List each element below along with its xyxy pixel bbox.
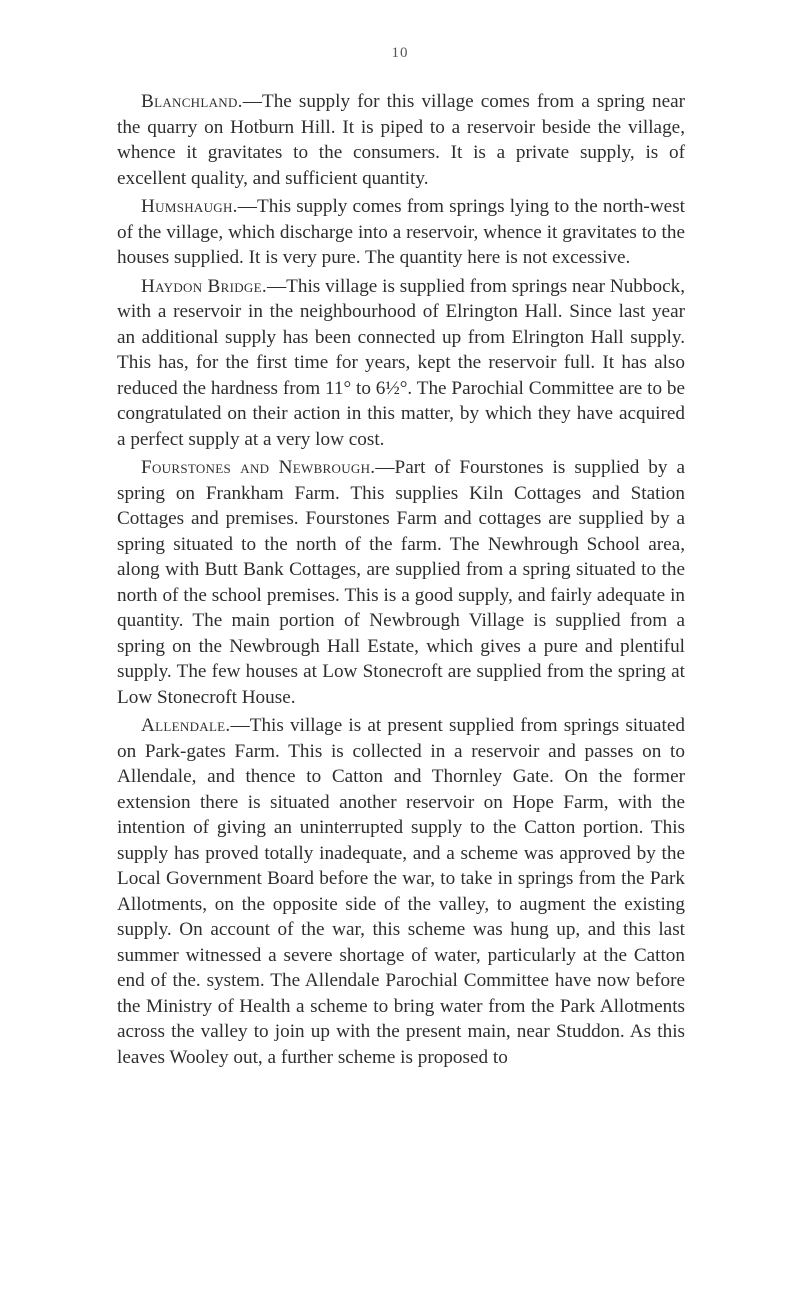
paragraph-text: —Part of Fourstones is supplied by a spring on Frankham Farm. This supplies Kiln Cottages and Station Cottages and premises. Fourstones Farm and cottages are supplied by a spring situated to the north of the farm. The Newhrough School area, along with Butt Bank Cottages, are supplied from a spring situated to the north of the school premises. This is a good supply, and fairly adequate in quantity. The main portion of Newbrough Village is supplied from a spring on the Newbrough Hall Estate, which gives a pure and plentiful supply. The few houses at Low Stonecroft are supplied from the spring at Low Stonecroft House. [117,457,685,708]
section-heading: Allendale. [141,715,231,736]
section-heading: Humshaugh. [141,196,238,217]
page-number: 10 [391,45,409,61]
paragraph-humshaugh [117,194,685,271]
section-heading: Haydon Bridge. [141,275,267,297]
paragraph-haydon-bridge [117,274,685,453]
paragraph-allendale [117,713,685,1070]
paragraph-blanchland [117,89,685,191]
section-heading: Fourstones and Newbrough. [141,457,376,478]
paragraph-text: —The supply for this village comes from a spring near the quarry on Hotburn Hill. It is piped to a reservoir beside the village, whence it gravitates to the consumers. It is a private supply, is of excellent quality, and sufficient quantity. [117,91,685,189]
paragraph-fourstones-newbrough [117,455,685,710]
section-heading: Blanchland. [141,91,243,112]
paragraph-text: —This village is supplied from springs near Nubbock, with a reservoir in the neighbourhood of Elrington Hall. Since last year an additional supply has been connected up from Elrington Hall supply. This has, for the first time for years, kept the reservoir full. It has also reduced the hardness from 11° to 6½°. The Parochial Committee are to be congratulated on their action in this matter, by which they have acquired a perfect supply at a very low cost. [117,275,685,450]
paragraph-text: —This supply comes from springs lying to the north-west of the village, which discharge into a reservoir, whence it gravitates to the houses supplied. It is very pure. The quantity here is not excessive. [117,196,685,268]
paragraph-text: —This village is at present supplied from springs situated on Park-gates Farm. This is collected in a reservoir and passes on to Allendale, and thence to Catton and Thornley Gate. On the former extension there is situated another reservoir on Hope Farm, with the intention of giving an uninterrupted supply to the Catton portion. This supply has proved totally inadequate, and a scheme was approved by the Local Government Board before the war, to take in springs from the Park Allotments, on the opposite side of the valley, to augment the existing supply. On account of the war, this scheme was hung up, and this last summer witnessed a severe shortage of water, particularly at the Catton end of the. system. The Allendale Parochial Committee have now before the Ministry of Health a scheme to bring water from the Park Allotments across the valley to join up with the present main, near Studdon. As this leaves Wooley out, a further scheme is proposed to [117,715,685,1068]
document-body [117,89,685,1073]
